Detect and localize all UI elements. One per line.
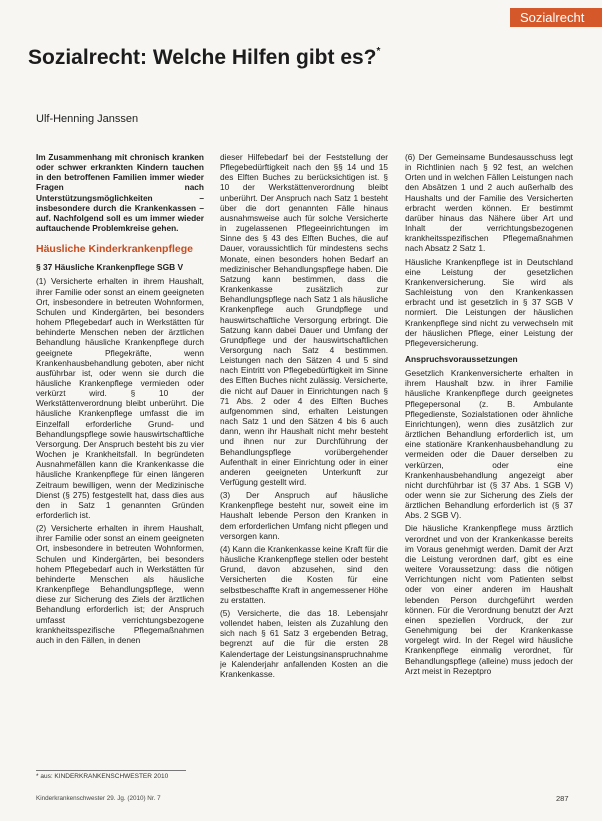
author: Ulf-Henning Janssen [36, 113, 139, 125]
paragraph: dieser Hilfebedarf bei der Feststellung der Pflegebedürftigkeit nach den §§ 14 und 15 des Elften Buches zu berücksichtigen ist. § 10 der Werkstättenverordnung bleibt unberührt. Der Anspruch nach Satz 1 besteht über die dort genannten Fälle hinaus ausnahmsweise auch für solche Versicherte in zugelassenen Pflegeeinrichtungen im Sinne des § 43 des Elften Buches, die auf Dauer, voraussichtlich für mindestens sechs Monate, einen besonders hohen Bedarf an medizinischer Behandlungspflege haben. Die Satzung kann bestimmen, dass die Krankenkasse zusätzlich zur Behandlungspflege nach Satz 1 als häusliche Krankenpflege auch Grundpflege und hauswirtschaftliche Versorgung erbringt. Die Satzung kann dabei Dauer und Umfang der Grundpflege und der hauswirtschaftlichen Versorgung nach Satz 4 bestimmen. Leistungen nach den Sätzen 4 und 5 sind nach Eintritt von Pflegebedürftigkeit im Sinne des Elften Buches nicht zulässig. Versicherte, die nicht auf Dauer in Einrichtungen nach § 71 Abs. 2 oder 4 des Elften Buches aufgenommen sind, erhalten Leistungen nach Satz 1 und den Sätzen 4 bis 6 auch dann, wenn ihr Haushalt nicht mehr besteht und ihnen nur zur Durchführung der Behandlungspflege vorübergehender Aufenthalt in einer Einrichtung oder in einer anderen geeigneten Unterkunft zur Verfügung gestellt wird. [220, 152, 388, 487]
paragraph: Gesetzlich Krankenversicherte erhalten in ihrem Haushalt bzw. in ihrer Familie häusliche Krankenpflege durch geeignetes Pflegepersonal (z. B. Ambulante Pflegedienste, Sozialstationen oder ähnliche Einrichtungen), wenn dies zusätzlich zur ärztlichen Behandlung erforderlich ist, um eine stationäre Krankenhausbehandlung zu vermeiden oder die Dauer derselben zu verkürzen, oder eine Krankenhausbehandlung angezeigt aber nicht durchführbar ist (§ 37 Abs. 1 SGB V) oder wenn sie zur Sicherung des Ziels der ärztlichen Behandlung erforderlich ist (§ 37 Abs. 2 SGB V). [405, 368, 573, 521]
paragraph: (5) Versicherte, die das 18. Lebensjahr vollendet haben, leisten als Zuzahlung den sich nach § 61 Satz 3 ergebenden Betrag, begrenzt auf die für die ersten 28 Kalendertage der Leistungsinanspruchnahme je Kalenderjahr anfallenden Kosten an die Krankenkasse. [220, 607, 388, 679]
section-tag: Sozialrecht [510, 8, 602, 27]
title-text: Sozialrecht: Welche Hilfen gibt es? [28, 46, 377, 69]
column-3 [405, 152, 573, 772]
paragraph: (4) Kann die Krankenkasse keine Kraft für die häusliche Krankenpflege stellen oder besteht Grund, davon abzusehen, sind den Versicherten die Kosten für eine selbstbeschaffte Kraft in angemessener Höhe zu erstatten. [220, 543, 388, 605]
subheading: § 37 Häusliche Krankenpflege SGB V [36, 262, 184, 273]
subheading: Anspruchsvoraussetzungen [405, 353, 518, 364]
paragraph: Häusliche Krankenpflege ist in Deutschland eine Leistung der gesetzlichen Krankenversicherung. Sie wird als Sachleistung von den Krankenkassen erbracht und ist gesetzlich in § 37 SGB V normiert. Die Leistungen der häuslichen Krankenpflege sind nicht zu verwechseln mit der häuslichen Pflege, einer Leistung der Pflegeversicherung. [405, 256, 573, 348]
paragraph: (1) Versicherte erhalten in ihrem Haushalt, ihrer Familie oder sonst an einem geeigneten Ort, insbesondere in betreuten Wohnformen, Schulen und Kindergärten, bei besonders hohem Pflegebedarf auch in Werkstätten für behinderte Menschen neben der ärztlichen Behandlung häusliche Krankenpflege durch geeignete Pflegekräfte, wenn Krankenhausbehandlung geboten, aber nicht ausführbar ist, oder wenn sie durch die häusliche Krankenpflege vermieden oder verkürzt wird. § 10 der Werkstättenverordnung bleibt unberührt. Die häusliche Krankenpflege umfasst die im Einzelfall erforderliche Grund- und Behandlungspflege sowie hauswirtschaftliche Versorgung. Der Anspruch besteht bis zu vier Wochen je Krankheitsfall. In begründeten Ausnahmefällen kann die Krankenkasse die häusliche Krankenpflege für einen längeren Zeitraum bewilligen, wenn der Medizinische Dienst (§ 275) festgestellt hat, dass dies aus den in Satz 1 genannten Gründen erforderlich ist. [36, 276, 204, 520]
footnote: * aus: KINDERKRANKENSCHWESTER 2010 [36, 770, 186, 780]
journal-citation: Kinderkrankenschwester 29. Jg. (2010) Nr. 7 [36, 795, 161, 802]
title-footnote-mark: * [376, 46, 381, 57]
column-2 [220, 152, 388, 772]
paragraph: (3) Der Anspruch auf häusliche Krankenpflege besteht nur, soweit eine im Haushalt lebende Person den Kranken in dem erforderlichen Umfang nicht pflegen und versorgen kann. [220, 490, 388, 541]
paragraph: (2) Versicherte erhalten in ihrem Haushalt, ihrer Familie oder sonst an einem geeigneten Ort, insbesondere in betreuten Wohnformen, Schulen und Kindergärten, bei besonders hohem Pflegebedarf auch in Werkstätten für behinderte Menschen als häusliche Krankenpflege Behandlungspflege, wenn diese zur Sicherung des Ziels der ärztlichen Behandlung erforderlich ist; der Anspruch umfasst verrichtungsbezogene krankheitsspezifische Pflegemaßnahmen auch in den Fällen, in denen [36, 523, 204, 645]
paragraph: (6) Der Gemeinsame Bundesausschuss legt in Richtlinien nach § 92 fest, an welchen Orten und in welchen Fällen Leistungen nach den Absätzen 1 und 2 auch außerhalb des Haushalts und der Familie des Versicherten erbracht werden können. Er bestimmt darüber hinaus das Nähere über Art und Inhalt der verrichtungsbezogenen krankheitsspezifischen Pflegemaßnahmen nach Absatz 2 Satz 1. [405, 152, 573, 254]
article-title [28, 46, 548, 70]
lead-paragraph: Im Zusammenhang mit chronisch kranken oder schwer erkrankten Kindern tauchen in den betroffenen Familien immer wieder Fragen nach Unterstützungsmöglichkeiten – insbesondere durch die Krankenkassen – auf. Nachfolgend soll es um immer wieder auftauchende Problemkreise gehen. [36, 152, 204, 234]
section-heading: Häusliche Kinderkrankenpflege [36, 243, 193, 256]
column-1 [36, 152, 204, 740]
page-number: 287 [556, 794, 569, 803]
paragraph: Die häusliche Krankenpflege muss ärztlich verordnet und von der Krankenkasse bereits im Voraus genehmigt werden. Damit der Arzt die Leistung verordnen darf, gibt es eine weitere Voraussetzung: dass die nötigen Verrichtungen nicht vom Patienten selbst oder von einer anderen im Haushalt lebenden Person durchgeführt werden können. Für die Verordnung benutzt der Arzt einen speziellen Vordruck, der zur Genehmigung bei der Krankenkasse vorgelegt wird. In der Regel wird häusliche Krankenpflege einmalig verordnet, für Behandlungspflege (alleine) muss jedoch der Arzt meist in Rezeptpro [405, 523, 573, 676]
